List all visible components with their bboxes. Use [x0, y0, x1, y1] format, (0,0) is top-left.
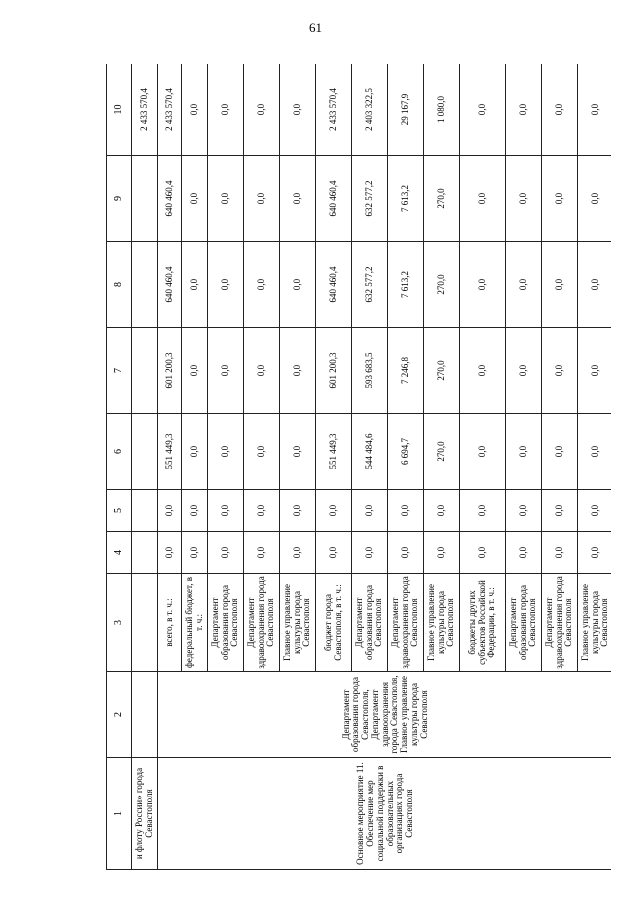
value-cell: 0,0 [244, 490, 280, 532]
funding-source: бюджеты других субъектов Российской Федерации, в т. ч.: [460, 574, 506, 672]
value-cell: 0,0 [460, 414, 506, 490]
value-cell: 1 080,0 [424, 64, 460, 156]
value-cell: 0,0 [506, 414, 542, 490]
value-cell: 551 449,3 [158, 414, 182, 490]
value-cell: 0,0 [182, 328, 208, 414]
value-cell: 0,0 [244, 64, 280, 156]
value-cell: 0,0 [158, 532, 182, 574]
value-cell: 2 403 322,5 [352, 64, 388, 156]
value-cell: 0,0 [182, 532, 208, 574]
value-cell: 0,0 [578, 490, 612, 532]
value-cell: 0,0 [208, 532, 244, 574]
value-cell: 0,0 [424, 490, 460, 532]
value-cell: 544 484,6 [352, 414, 388, 490]
value-cell: 0,0 [208, 64, 244, 156]
funding-source: Департамент образования города Севастополя [506, 574, 542, 672]
value-cell: 0,0 [578, 64, 612, 156]
value-cell: 601 200,3 [316, 328, 352, 414]
value-cell: 0,0 [460, 242, 506, 328]
value-cell: 270,0 [424, 242, 460, 328]
header-col-10: 10 [107, 64, 132, 156]
value-cell: 0,0 [244, 532, 280, 574]
value-cell: 0,0 [578, 532, 612, 574]
value-cell: 632 577,2 [352, 242, 388, 328]
header-col-2: 2 [107, 672, 132, 758]
value-cell: 0,0 [542, 328, 578, 414]
measure-cell: Основное мероприятие 11. Обеспечение мер социальной поддержки в образовательных организациях города Севастополя [158, 758, 612, 870]
value-cell: 0,0 [460, 328, 506, 414]
funding-source: бюджет города Севастополя, в т. ч.: [316, 574, 352, 672]
value-cell: 593 683,5 [352, 328, 388, 414]
header-col-8: 8 [107, 242, 132, 328]
value-cell: 0,0 [506, 532, 542, 574]
value-cell: 0,0 [182, 490, 208, 532]
value-cell: 640 460,4 [316, 242, 352, 328]
value-cell: 270,0 [424, 414, 460, 490]
value-cell: 0,0 [542, 532, 578, 574]
value-cell: 0,0 [182, 242, 208, 328]
table-row [158, 64, 182, 870]
funding-source: Департамент здравоохранения города Севастополя [244, 574, 280, 672]
value-cell: 0,0 [280, 414, 316, 490]
value-cell: 0,0 [388, 532, 424, 574]
value-cell: 2 433 570,4 [158, 64, 182, 156]
value-cell: 0,0 [244, 242, 280, 328]
value-cell: 0,0 [280, 242, 316, 328]
value-cell: 0,0 [352, 532, 388, 574]
value-cell: 0,0 [542, 490, 578, 532]
value-cell: 0,0 [578, 328, 612, 414]
continuation-total-cell: 2 433 570,4 [132, 64, 158, 156]
value-cell: 0,0 [182, 64, 208, 156]
value-cell: 0,0 [182, 156, 208, 242]
value-cell: 0,0 [506, 64, 542, 156]
value-cell: 0,0 [424, 532, 460, 574]
value-cell: 0,0 [208, 242, 244, 328]
value-cell: 0,0 [578, 414, 612, 490]
value-cell: 0,0 [244, 156, 280, 242]
funding-source: Главное управление культуры города Севастополя [424, 574, 460, 672]
funding-source: федеральный бюджет, в т. ч.: [182, 574, 208, 672]
value-cell: 0,0 [578, 242, 612, 328]
value-cell: 7 613,2 [388, 156, 424, 242]
value-cell: 0,0 [460, 64, 506, 156]
header-col-1: 1 [107, 758, 132, 870]
value-cell: 640 460,4 [158, 156, 182, 242]
value-cell: 0,0 [244, 414, 280, 490]
value-cell: 0,0 [280, 490, 316, 532]
header-col-7: 7 [107, 328, 132, 414]
budget-table [106, 64, 611, 870]
value-cell: 640 460,4 [158, 242, 182, 328]
value-cell: 0,0 [316, 490, 352, 532]
table-frame [106, 64, 611, 870]
value-cell: 0,0 [182, 414, 208, 490]
funding-source: Главное управление культуры города Севастополя [280, 574, 316, 672]
value-cell: 0,0 [460, 532, 506, 574]
header-col-9: 9 [107, 156, 132, 242]
value-cell: 0,0 [280, 532, 316, 574]
header-col-3: 3 [107, 574, 132, 672]
value-cell: 551 449,3 [316, 414, 352, 490]
funding-source: Департамент здравоохранения города Севастополя [542, 574, 578, 672]
value-cell: 0,0 [280, 328, 316, 414]
value-cell: 29 167,9 [388, 64, 424, 156]
value-cell: 270,0 [424, 328, 460, 414]
value-cell: 7 246,8 [388, 328, 424, 414]
funding-source: Департамент здравоохранения города Севастополя [388, 574, 424, 672]
header-col-4: 4 [107, 532, 132, 574]
value-cell: 6 694,7 [388, 414, 424, 490]
value-cell: 0,0 [542, 242, 578, 328]
value-cell: 0,0 [244, 328, 280, 414]
value-cell: 640 460,4 [316, 156, 352, 242]
value-cell: 7 613,2 [388, 242, 424, 328]
value-cell: 0,0 [388, 490, 424, 532]
value-cell: 0,0 [506, 156, 542, 242]
value-cell: 0,0 [542, 156, 578, 242]
value-cell: 0,0 [460, 156, 506, 242]
value-cell: 0,0 [208, 490, 244, 532]
value-cell: 0,0 [506, 328, 542, 414]
value-cell: 0,0 [158, 490, 182, 532]
value-cell: 270,0 [424, 156, 460, 242]
value-cell: 0,0 [316, 532, 352, 574]
header-col-5: 5 [107, 490, 132, 532]
rotated-table-container [106, 64, 611, 870]
value-cell: 0,0 [578, 156, 612, 242]
funding-source: Департамент образования города Севастополя [352, 574, 388, 672]
column-number-row [107, 64, 132, 870]
value-cell: 0,0 [280, 156, 316, 242]
value-cell: 0,0 [352, 490, 388, 532]
funding-source: Департамент образования города Севастополя [208, 574, 244, 672]
value-cell: 0,0 [208, 414, 244, 490]
funding-source: всего, в т. ч.: [158, 574, 182, 672]
continuation-measure-cell: и флоту России» города Севастополя [132, 758, 158, 870]
page-number: 61 [309, 20, 322, 35]
continuation-row [132, 64, 158, 870]
value-cell: 632 577,2 [352, 156, 388, 242]
value-cell: 0,0 [506, 242, 542, 328]
value-cell: 0,0 [208, 156, 244, 242]
header-col-6: 6 [107, 414, 132, 490]
value-cell: 0,0 [542, 414, 578, 490]
executors-cell: Департамент образования города Севастополя, Департамент здравоохранения города Севастополя, Главное управление культуры города Севастополя [158, 672, 612, 758]
value-cell: 2 433 570,4 [316, 64, 352, 156]
funding-source: Главное управление культуры города Севастополя [578, 574, 612, 672]
value-cell: 601 200,3 [158, 328, 182, 414]
value-cell: 0,0 [280, 64, 316, 156]
value-cell: 0,0 [542, 64, 578, 156]
value-cell: 0,0 [208, 328, 244, 414]
value-cell: 0,0 [506, 490, 542, 532]
value-cell: 0,0 [460, 490, 506, 532]
